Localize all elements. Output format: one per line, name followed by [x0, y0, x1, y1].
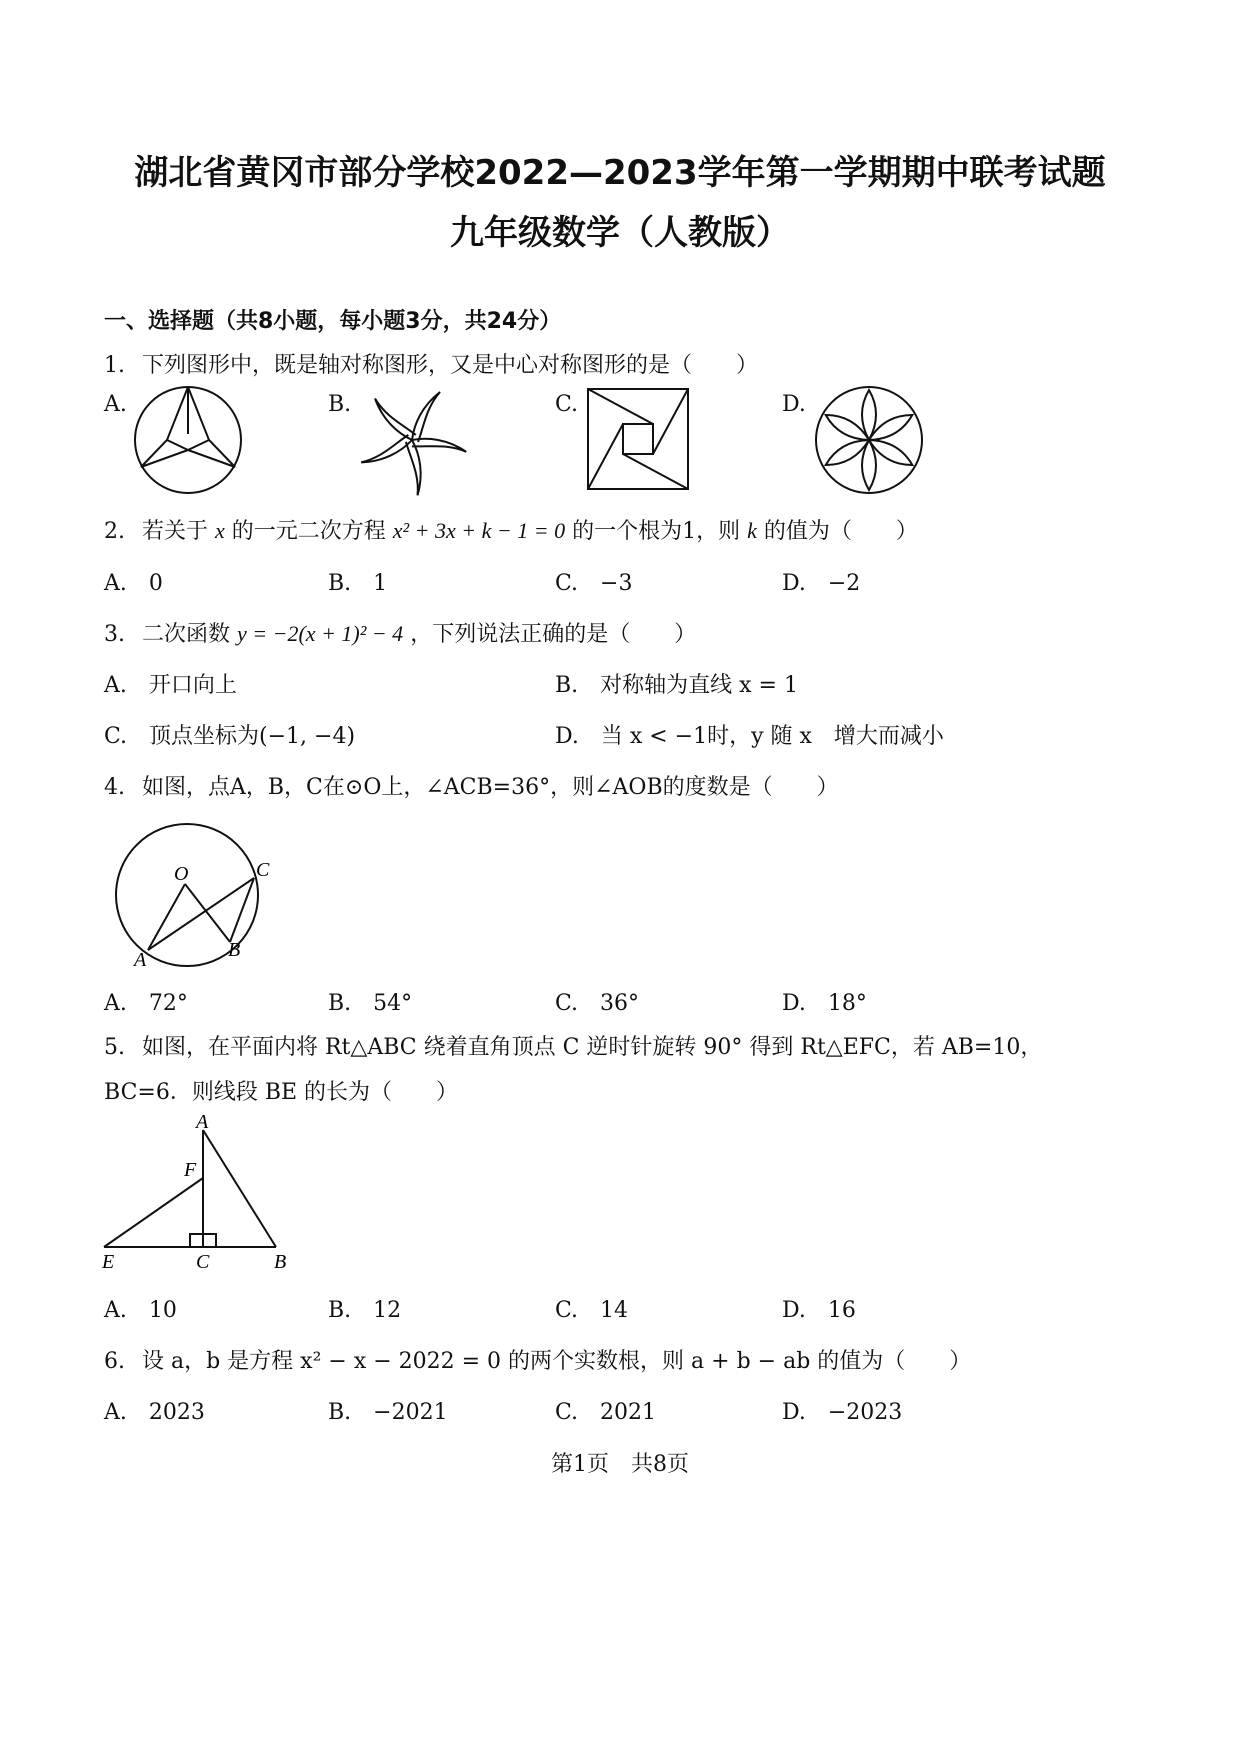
question-number: 2. — [104, 519, 125, 544]
q2-option-d: D. −2 — [782, 571, 861, 596]
question-number: 6. — [104, 1349, 125, 1374]
question-text-prefix: 若关于 — [142, 519, 209, 544]
question-number: 4. — [104, 775, 125, 800]
q2-option-b: B. 1 — [328, 571, 388, 596]
question-4 — [104, 770, 839, 801]
question-1 — [104, 348, 758, 379]
q4-option-d: D. 18° — [782, 991, 867, 1016]
question-2 — [104, 514, 918, 545]
q5-option-a: A. 10 — [104, 1298, 177, 1323]
q4-figure — [110, 822, 290, 972]
variable-x: x — [215, 518, 225, 543]
q4-option-a: A. 72° — [104, 991, 188, 1016]
label-b: B — [228, 939, 241, 961]
q5-figure — [100, 1111, 300, 1273]
q1-option-b: B. — [328, 392, 352, 417]
question-text-suffix: 的一个根为1，则 — [572, 519, 741, 544]
question-text-prefix: 二次函数 — [142, 622, 231, 647]
q3-option-b: B. 对称轴为直线 x = 1 — [555, 673, 798, 698]
question-number: 5. — [104, 1035, 125, 1060]
question-5 — [104, 1030, 1042, 1061]
q3-option-d: D. 当 x < −1时，y 随 x 增大而减小 — [555, 724, 944, 749]
equation: x² + 3x + k − 1 = 0 — [392, 518, 566, 543]
label-c: C — [256, 859, 270, 881]
q5-option-c: C. 14 — [555, 1298, 629, 1323]
question-text: 设 a，b 是方程 x² − x − 2022 = 0 的两个实数根，则 a + b − ab 的值为（ ） — [142, 1349, 972, 1374]
q1-option-a: A. — [104, 392, 127, 417]
q5-option-d: D. 16 — [782, 1298, 856, 1323]
label-a: A — [196, 1111, 209, 1133]
variable-k: k — [747, 518, 757, 543]
question-text: 如图，点A，B，C在⊙O上，∠ACB=36°，则∠AOB的度数是（ ） — [142, 775, 839, 800]
label-o: O — [174, 863, 189, 885]
q6-option-c: C. 2021 — [555, 1400, 657, 1425]
q6-option-d: D. −2023 — [782, 1400, 903, 1425]
page-subtitle: 九年级数学（人教版） — [450, 213, 790, 253]
label-f: F — [184, 1159, 197, 1181]
q5-option-b: B. 12 — [328, 1298, 402, 1323]
q3-option-a: A. 开口向上 — [104, 673, 237, 698]
label-e: E — [102, 1251, 115, 1273]
q2-option-c: C. −3 — [555, 571, 633, 596]
q1-option-c: C. — [555, 392, 579, 417]
q1-figure-c — [587, 388, 689, 490]
question-text: 下列图形中，既是轴对称图形，又是中心对称图形的是（ ） — [142, 353, 759, 378]
q3-option-c: C. 顶点坐标为(−1, −4) — [104, 724, 356, 749]
label-b: B — [274, 1251, 287, 1273]
q6-option-b: B. −2021 — [328, 1400, 448, 1425]
question-5-line-2: BC=6．则线段 BE 的长为（ ） — [104, 1080, 459, 1105]
label-a: A — [134, 949, 147, 971]
question-text-mid: 的一元二次方程 — [231, 519, 386, 544]
q2-option-a: A. 0 — [104, 571, 163, 596]
question-text-suffix: ，下列说法正确的是（ ） — [410, 622, 697, 647]
section-heading: 一、选择题（共8小题，每小题3分，共24分） — [104, 309, 562, 334]
q6-option-a: A. 2023 — [104, 1400, 205, 1425]
question-text-suffix-2: 的值为（ ） — [763, 519, 918, 544]
q1-option-d: D. — [782, 392, 806, 417]
q4-option-c: C. 36° — [555, 991, 640, 1016]
question-text-line-1: 如图，在平面内将 Rt△ABC 绕着直角顶点 C 逆时针旋转 90° 得到 Rt△EFC，若 AB=10， — [142, 1035, 1043, 1060]
label-c: C — [196, 1251, 210, 1273]
q1-figure-b — [356, 384, 468, 496]
question-3 — [104, 617, 696, 648]
question-number: 1. — [104, 353, 125, 378]
question-number: 3. — [104, 622, 125, 647]
page-footer: 第1页 共8页 — [551, 1452, 689, 1477]
q1-figure-d — [813, 384, 925, 496]
q1-figure-a — [132, 384, 244, 496]
q4-option-b: B. 54° — [328, 991, 413, 1016]
question-6 — [104, 1344, 971, 1375]
page-title: 湖北省黄冈市部分学校2022—2023学年第一学期期中联考试题 — [134, 153, 1106, 193]
equation: y = −2(x + 1)² − 4 — [237, 621, 404, 646]
